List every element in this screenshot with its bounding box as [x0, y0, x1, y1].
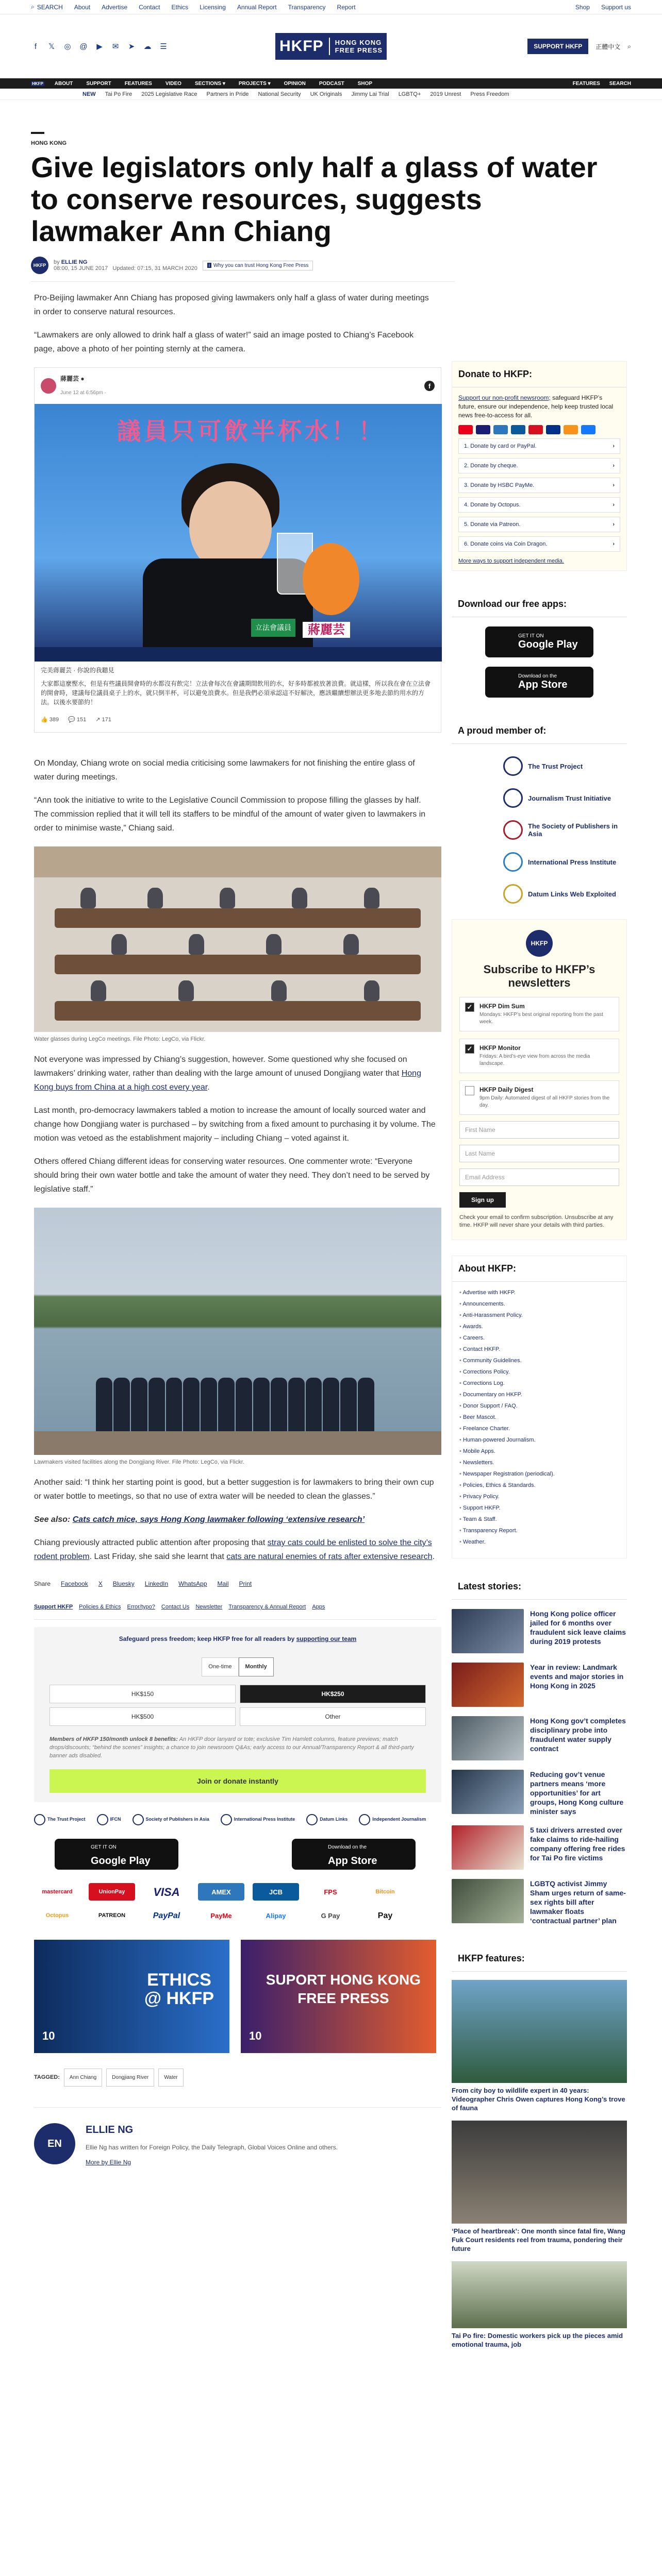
- last-name-field[interactable]: Last Name: [459, 1145, 619, 1162]
- paragraph: Chiang previously attracted public attention after proposing that stray cats could be enlisted to solve the city’s rodent problem. Last Friday, she said she learnt that cats are natural enemies of rats after extensive research.: [34, 1538, 435, 1561]
- inline-link[interactable]: stray cats could be enlisted to solve the city’s rodent problem: [34, 1538, 432, 1561]
- language-switch[interactable]: 正體中文: [595, 43, 621, 50]
- about-link[interactable]: • Documentary on HKFP.: [459, 1389, 619, 1400]
- threads-icon[interactable]: @: [79, 42, 88, 51]
- proud-member-box: [452, 718, 627, 904]
- hkfp-logo: HKFP: [526, 930, 553, 957]
- about-link[interactable]: • Corrections Policy.: [459, 1366, 619, 1378]
- nav-right-search[interactable]: SEARCH: [609, 80, 631, 87]
- trending-link[interactable]: Tai Po Fire: [105, 91, 133, 97]
- chevron-right-icon: ›: [613, 443, 615, 449]
- fb-page-name[interactable]: 蔣麗芸 ●: [60, 375, 85, 382]
- google-play-button[interactable]: GET IT ON Google Play: [55, 1839, 178, 1870]
- nav-about[interactable]: ABOUT: [54, 80, 73, 87]
- chevron-right-icon: ›: [613, 463, 615, 469]
- sidebar-heading: Download our free apps:: [452, 591, 627, 617]
- trending-link[interactable]: 2025 Legislative Race: [141, 91, 197, 97]
- about-link[interactable]: • Beer Mascot.: [459, 1412, 619, 1423]
- donate-option-patreon[interactable]: 5. Donate via Patreon. ›: [458, 517, 620, 532]
- about-link[interactable]: • Newspaper Registration (periodical).: [459, 1468, 619, 1480]
- promo-banners: [34, 1940, 436, 2053]
- photo-caption: Lawmakers visited facilities along the Dongjiang River. File Photo: LegCo, via Flickr.: [34, 1459, 244, 1465]
- published-date: 08:00, 15 JUNE 2017: [54, 265, 108, 272]
- alipay-icon[interactable]: Alipay: [266, 1911, 286, 1920]
- trending-link[interactable]: Press Freedom: [470, 91, 509, 97]
- freq-monthly[interactable]: Monthly: [239, 1657, 274, 1676]
- ifcn-logo[interactable]: IFCN: [97, 1812, 121, 1826]
- amount-option-other[interactable]: Other: [240, 1707, 426, 1726]
- more-ways-link[interactable]: More ways to support independent media.: [458, 558, 564, 564]
- feature-item[interactable]: From city boy to wildlife expert in 40 years: Videographer Chris Owen captures Hong Kong’s trove of fauna: [452, 1980, 627, 2112]
- checkbox-checked[interactable]: ✓: [465, 1003, 474, 1012]
- trending-link[interactable]: National Security: [258, 91, 301, 97]
- features-box: [452, 1946, 627, 2349]
- mascot-shape: [303, 543, 359, 615]
- about-link[interactable]: • Human-powered Journalism.: [459, 1434, 619, 1446]
- newsletter-option[interactable]: HKFP Daily Digest 9pm Daily: Automated digest of all HKFP stories from the day.: [459, 1080, 619, 1115]
- nav-video[interactable]: VIDEO: [165, 80, 181, 87]
- jcb-icon[interactable]: JCB: [253, 1883, 299, 1901]
- top-search-link[interactable]: ⌕ SEARCH: [31, 3, 63, 11]
- paypal-icon[interactable]: PayPal: [153, 1911, 180, 1920]
- about-link[interactable]: • Transparency Report.: [459, 1525, 619, 1536]
- trending-link[interactable]: LGBTQ+: [398, 91, 421, 97]
- story-thumbnail: [452, 1825, 524, 1870]
- inline-link[interactable]: Hong Kong buys from China at a high cost every year: [34, 1069, 421, 1092]
- figure-legco: [34, 846, 436, 1043]
- nav-shop[interactable]: SHOP: [357, 80, 373, 87]
- sidebar-app-store-button[interactable]: Download on the App Store: [485, 667, 593, 698]
- share-label: Share: [34, 1580, 51, 1587]
- search-icon: ⌕: [31, 3, 35, 10]
- author-avatar[interactable]: HKFP: [31, 257, 48, 274]
- support-promo[interactable]: SUPORT HONG KONG FREE PRESS 10: [241, 1940, 436, 2053]
- join-donate-button[interactable]: Join or donate instantly: [49, 1769, 426, 1793]
- app-store-button[interactable]: Download on the App Store: [292, 1839, 416, 1870]
- paragraph: Pro-Beijing lawmaker Ann Chiang has proposed giving lawmakers only half a glass of water during meetings in order to conserve natural resources.: [34, 294, 429, 316]
- donate-frequency: [34, 1657, 441, 1676]
- x-icon[interactable]: 𝕏: [48, 42, 55, 51]
- author-link[interactable]: ELLIE NG: [61, 259, 88, 265]
- newsletter-box: [452, 919, 627, 1240]
- octopus-icon[interactable]: Octopus: [45, 1912, 69, 1919]
- footer-link[interactable]: Contact Us: [161, 1604, 190, 1610]
- instagram-icon[interactable]: ◎: [64, 42, 71, 51]
- see-also-link[interactable]: Cats catch mice, says Hong Kong lawmaker following ‘extensive research’: [72, 1515, 365, 1524]
- ipi-logo[interactable]: International Press Institute: [503, 852, 627, 872]
- author-box-name[interactable]: ELLIE NG: [86, 2124, 134, 2136]
- datum-logo[interactable]: Datum Links: [306, 1812, 347, 1826]
- story-thumbnail: [452, 1609, 524, 1653]
- story-item[interactable]: Hong Kong police officer jailed for 6 months over fraudulent sick leave claims during 2019 protests: [452, 1609, 627, 1653]
- new-label: NEW: [82, 91, 96, 97]
- payme-icon[interactable]: PayMe: [210, 1911, 232, 1920]
- trending-link[interactable]: UK Originals: [310, 91, 342, 97]
- about-link[interactable]: • Freelance Charter.: [459, 1423, 619, 1434]
- sidebar-heading: HKFP features:: [452, 1946, 627, 1972]
- updated-date: Updated: 07:15, 31 MARCH 2020: [112, 265, 197, 272]
- story-item[interactable]: 5 taxi drivers arrested over fake claims to ride-hailing company offering free rides for Tai Po fire victims: [452, 1825, 627, 1870]
- about-link[interactable]: • Contact HKFP.: [459, 1344, 619, 1355]
- author-box-avatar[interactable]: EN: [34, 2123, 75, 2164]
- paragraph: Not everyone was impressed by Chiang’s suggestion, however. Some questioned why she focused on lawmakers’ drinking water, rather than dealing with the large amount of unused Dongjiang water that Hong Kong buys from China at a high cost every year.: [34, 1055, 421, 1092]
- about-link[interactable]: • Careers.: [459, 1332, 619, 1344]
- share-linkedin[interactable]: LinkedIn: [144, 1580, 169, 1587]
- card-logos: [458, 425, 620, 434]
- chevron-right-icon: ›: [613, 502, 615, 508]
- sidebar-heading: A proud member of:: [452, 718, 627, 744]
- rss-icon[interactable]: ☰: [160, 42, 167, 51]
- fps-icon[interactable]: FPS: [324, 1888, 337, 1896]
- donate-amounts: [49, 1685, 426, 1726]
- about-link[interactable]: • Weather.: [459, 1536, 619, 1548]
- chevron-right-icon: ›: [613, 521, 615, 528]
- share-x[interactable]: X: [98, 1580, 103, 1587]
- sidebar: [452, 361, 627, 2349]
- about-link[interactable]: • Anti-Harassment Policy.: [459, 1310, 619, 1321]
- donate-sidebar-box: Donate to HKFP: Support our non-profit newsroom; safeguard HKFP’s future, ensure our independence, help keep trusted local news free-to-access for all. 1. Donate by card or PayPal. › 2. Donate by cheque. › 3. Donate by HSBC PayMe. › 4. Donate by Octopus. › 5. Donate via Patreon. › 6. Donate coins via Coin Dragon. › More ways to support independent media.: [452, 361, 627, 571]
- newsletter-title: Subscribe to HKFP’s newsletters: [483, 963, 595, 989]
- support-hkfp-button[interactable]: SUPPORT HKFP: [527, 39, 588, 54]
- tag-link[interactable]: Water: [158, 2069, 183, 2087]
- signup-button[interactable]: Sign up: [459, 1192, 506, 1208]
- trending-link[interactable]: 2019 Unrest: [430, 91, 461, 97]
- story-item[interactable]: LGBTQ activist Jimmy Sham urges return of same-sex rights bill after lawmaker floats ‘contractual partner’ plan: [452, 1879, 627, 1925]
- kicker-rule: [31, 132, 44, 134]
- paragraph: “Ann took the initiative to write to the Legislative Council Commission to propose filling the glasses by half. The commission replied that it will tell its staffers to be mindful of the amount of water given to lawmakers in order to minimise waste,” Chiang said.: [34, 796, 426, 833]
- unionpay-icon[interactable]: UnionPay: [89, 1883, 135, 1901]
- top-shop-link[interactable]: Shop: [575, 3, 590, 11]
- patreon-icon[interactable]: PATREON: [98, 1912, 126, 1919]
- footer-link[interactable]: Transparency & Annual Report: [228, 1604, 306, 1610]
- share-print[interactable]: Print: [239, 1580, 252, 1587]
- donate-option-cheque[interactable]: 2. Donate by cheque. ›: [458, 458, 620, 473]
- article-title: Give legislators only half a glass of water to conserve resources, suggests lawmaker Ann Chiang: [31, 151, 598, 247]
- paragraph: On Monday, Chiang wrote on social media criticising some lawmakers for not finishing the entire glass of water during meetings.: [34, 759, 415, 782]
- sidebar-heading: Latest stories:: [452, 1574, 627, 1600]
- footer-link[interactable]: Apps: [312, 1604, 325, 1610]
- footer-link[interactable]: Support HKFP: [34, 1604, 73, 1610]
- chevron-right-icon: ›: [613, 541, 615, 547]
- legco-photo[interactable]: [34, 846, 441, 1032]
- nav-opinion[interactable]: OPINION: [284, 80, 306, 87]
- donate-widget: [34, 1627, 441, 1802]
- header-search-icon[interactable]: ⌕: [627, 42, 631, 50]
- footer-link[interactable]: Newsletter: [195, 1604, 223, 1610]
- story-thumbnail: [452, 1879, 524, 1923]
- nav-features[interactable]: FEATURES: [124, 80, 152, 87]
- article-body: [34, 291, 436, 2170]
- sidebar-google-play-button[interactable]: GET IT ON Google Play: [485, 626, 593, 657]
- inline-link[interactable]: cats are natural enemies of rats after extensive research: [226, 1552, 433, 1561]
- share-mail[interactable]: Mail: [217, 1580, 229, 1587]
- top-ethics-link[interactable]: Ethics: [171, 3, 189, 11]
- story-thumbnail: [452, 1663, 524, 1707]
- newsletter-option[interactable]: ✓ HKFP Dim Sum Mondays: HKFP’s best original reporting from the past week.: [459, 997, 619, 1031]
- trust-link[interactable]: i Why you can trust Hong Kong Free Press: [203, 261, 313, 270]
- more-by-author-link[interactable]: More by Ellie Ng: [86, 2159, 131, 2166]
- article-category[interactable]: HONG KONG: [31, 140, 67, 146]
- visa-icon[interactable]: VISA: [153, 1885, 180, 1899]
- site-header: [0, 14, 662, 78]
- author-bio: Ellie Ng has written for Foreign Policy, the Daily Telegraph, Global Voices Online and others.: [86, 2144, 338, 2151]
- donate-option-octopus[interactable]: 4. Donate by Octopus. ›: [458, 497, 620, 513]
- fb-time: June 12 at 6:56pm ·: [60, 390, 106, 396]
- about-link[interactable]: • Awards.: [459, 1321, 619, 1332]
- amex-icon[interactable]: AMEX: [198, 1883, 244, 1901]
- donate-option-payme[interactable]: 3. Donate by HSBC PayMe. ›: [458, 478, 620, 493]
- donate-headline-link[interactable]: supporting our team: [296, 1635, 357, 1642]
- nav-support[interactable]: SUPPORT: [86, 80, 111, 87]
- top-about-link[interactable]: About: [74, 3, 91, 11]
- independent-logo[interactable]: Independent Journalism: [359, 1812, 426, 1826]
- article-wrap: [0, 132, 662, 2348]
- fb-banner-text: 議員只可飲半杯水！！: [117, 418, 385, 445]
- figure-dongjiang: [34, 1208, 436, 1466]
- chevron-right-icon: ›: [613, 482, 615, 488]
- about-link[interactable]: • Mobile Apps.: [459, 1446, 619, 1457]
- google-pay-icon[interactable]: G Pay: [321, 1911, 340, 1920]
- ipi-logo[interactable]: International Press Institute: [221, 1812, 295, 1826]
- mastercard-icon[interactable]: mastercard: [42, 1888, 73, 1895]
- ethics-promo[interactable]: ETHICS @ HKFP 10: [34, 1940, 229, 2053]
- nav-right-features[interactable]: FEATURES: [572, 80, 600, 87]
- footer-link[interactable]: Error/typo?: [127, 1604, 155, 1610]
- sidebar-heading: Donate to HKFP:: [452, 362, 626, 387]
- share-whatsapp[interactable]: WhatsApp: [178, 1580, 207, 1587]
- trending-link[interactable]: Jimmy Lai Trial: [351, 91, 389, 97]
- share-bluesky[interactable]: Bluesky: [112, 1580, 135, 1587]
- article-footer-links: [34, 1600, 436, 1620]
- story-item[interactable]: Year in review: Landmark events and major stories in Hong Kong in 2025: [452, 1663, 627, 1707]
- story-item[interactable]: Hong Kong gov’t completes disciplinary probe into fraudulent water supply contract: [452, 1716, 627, 1760]
- feature-image: [452, 1980, 627, 2083]
- top-utility-bar: [0, 0, 662, 14]
- share-facebook[interactable]: Facebook: [61, 1580, 88, 1587]
- about-link[interactable]: • Team & Staff.: [459, 1514, 619, 1525]
- top-contact-link[interactable]: Contact: [139, 3, 160, 11]
- bluesky-icon[interactable]: ☁: [143, 42, 152, 51]
- checkbox-unchecked[interactable]: [465, 1086, 474, 1095]
- donate-option-coins[interactable]: 6. Donate coins via Coin Dragon. ›: [458, 536, 620, 552]
- nav-podcast[interactable]: PODCAST: [319, 80, 344, 87]
- checkbox-checked[interactable]: ✓: [465, 1044, 474, 1054]
- membership-logos: [34, 1812, 441, 1826]
- feature-image: [452, 2261, 627, 2328]
- latest-stories: [452, 1574, 627, 1925]
- share-bar: [34, 1577, 436, 1591]
- newsletter-note: Check your email to confirm subscription. Unsubscribe at any time. HKFP will never share your details with third parties.: [459, 1214, 614, 1228]
- telegram-icon[interactable]: ➤: [128, 42, 135, 51]
- trust-project-logo[interactable]: The Trust Project: [34, 1812, 86, 1826]
- top-licensing-link[interactable]: Licensing: [200, 3, 226, 11]
- about-link[interactable]: • Announcements.: [459, 1298, 619, 1310]
- sopa-logo[interactable]: Society of Publishers in Asia: [133, 1812, 209, 1826]
- apple-pay-icon[interactable]: Pay: [377, 1911, 393, 1920]
- amount-option[interactable]: HK$500: [49, 1707, 236, 1726]
- dongjiang-photo[interactable]: [34, 1208, 441, 1455]
- story-thumbnail: [452, 1716, 524, 1760]
- fb-avatar: [41, 378, 56, 394]
- top-transparency-link[interactable]: Transparency: [288, 3, 326, 11]
- bitcoin-icon[interactable]: Bitcoin: [375, 1888, 395, 1895]
- paragraph: Last month, pro-democracy lawmakers tabled a motion to increase the amount of locally sourced water and change how Dongjiang water is purchased – by switching from a fixed amount to purchasing it by volume. The motion was vetoed as the establishment majority – including Chiang – voted against it.: [34, 1106, 436, 1143]
- amount-option[interactable]: HK$150: [49, 1685, 236, 1703]
- trending-bar: [0, 89, 662, 100]
- top-annual-report-link[interactable]: Annual Report: [237, 3, 277, 11]
- apps-sidebar-box: [452, 591, 627, 698]
- app-store-buttons: [55, 1839, 416, 1870]
- tag-link[interactable]: Ann Chiang: [64, 2069, 102, 2087]
- facebook-embed[interactable]: 蔣麗芸 ● June 12 at 6:56pm · f 議員只可飲半杯水！！ 立法會議員 蔣麗芸 完美蔣麗芸 · 你說的我聽見 大家都這麼慳水，但是有些議員開會時的水都沒有飲完！立法會每次在會議期間飲用的水，好多時都被放著浪費。就這樣，所以我在會在立法會的開會時，建議每位議員桌子上的水，就只倒半杯，可以避免浪費水。但是我們必須承認這不好解決，應該繼續想辦法更多地去節約用水的方法。以後水要節約！ 👍 389 💬 151 ↗ 171: [34, 367, 441, 733]
- support-newsroom-link[interactable]: Support our non-profit newsroom;: [458, 394, 551, 401]
- about-link[interactable]: • Policies, Ethics & Standards.: [459, 1480, 619, 1491]
- paragraph: “Lawmakers are only allowed to drink half a glass of water!” said an image posted to Chiang’s Facebook page, above a photo of her pointing sternly at the camera.: [34, 331, 414, 353]
- story-item[interactable]: Reducing gov’t venue partners means ‘more opportunities’ for art groups, Hong Kong culture minister says: [452, 1770, 627, 1816]
- article-tags: TAGGED: Ann Chiang Dongjiang River Water: [34, 2069, 436, 2087]
- fb-stats: 👍 389 💬 151 ↗ 171: [41, 717, 111, 723]
- email-field[interactable]: Email Address: [459, 1168, 619, 1186]
- trust-project-logo[interactable]: The Trust Project: [503, 756, 627, 776]
- sidebar-heading: About HKFP:: [452, 1256, 626, 1282]
- nav-sections[interactable]: SECTIONS ▾: [194, 80, 225, 87]
- amount-option-selected[interactable]: HK$250: [240, 1685, 426, 1703]
- story-thumbnail: [452, 1770, 524, 1814]
- paragraph: Another said: “I think her starting point is good, but a better suggestion is for lawmakers to bring their own cup or water bottle to meetings, so that no use of extra water will be needed to clean the glasses.”: [34, 1478, 434, 1501]
- author-box: [34, 2107, 441, 2170]
- email-icon[interactable]: ✉: [112, 42, 119, 51]
- datum-logo[interactable]: Datum Links Web Exploited: [503, 884, 627, 904]
- freq-one-time[interactable]: One-time: [202, 1657, 238, 1676]
- payment-methods: [34, 1883, 441, 1924]
- paragraph: Others offered Chiang different ideas for conserving water resources. One commenter wrote: “Everyone should bring their own water bottle and take the amount of water they need. They don’t need to be served by legislative staff.”: [34, 1157, 430, 1194]
- about-link[interactable]: • Corrections Log.: [459, 1378, 619, 1389]
- social-links: [31, 42, 168, 51]
- main-nav: [0, 78, 662, 89]
- byline: HKFP by ELLIE NG 08:00, 15 JUNE 2017 Updated: 07:15, 31 MARCH 2020 i Why you can trust Hong Kong Free Press: [31, 257, 455, 282]
- feature-item[interactable]: ‘Place of heartbreak’: One month since fatal fire, Wang Fuk Court residents reel from trauma, pondering their future: [452, 2121, 627, 2253]
- fb-post-image: 議員只可飲半杯水！！ 立法會議員 蔣麗芸: [35, 404, 442, 662]
- sopa-logo[interactable]: The Society of Publishers in Asia: [503, 820, 627, 840]
- about-link[interactable]: • Donor Support / FAQ.: [459, 1400, 619, 1412]
- photo-caption: Water glasses during LegCo meetings. File Photo: LegCo, via Flickr.: [34, 1036, 206, 1042]
- site-logo[interactable]: HKFP HONG KONG FREE PRESS: [275, 33, 387, 60]
- about-link[interactable]: • Newsletters.: [459, 1457, 619, 1468]
- tag-link[interactable]: Dongjiang River: [106, 2069, 154, 2087]
- about-link[interactable]: • Community Guidelines.: [459, 1355, 619, 1366]
- trust-icon: i: [207, 263, 211, 268]
- about-link[interactable]: • Support HKFP.: [459, 1502, 619, 1514]
- nav-projects[interactable]: PROJECTS ▾: [238, 80, 271, 87]
- facebook-icon[interactable]: f: [424, 381, 435, 391]
- about-box: [452, 1256, 627, 1558]
- top-advertise-link[interactable]: Advertise: [102, 3, 128, 11]
- youtube-icon[interactable]: ▶: [96, 42, 103, 51]
- nav-home[interactable]: HKFP: [32, 81, 43, 86]
- about-link[interactable]: • Advertise with HKFP.: [459, 1287, 619, 1298]
- footer-link[interactable]: Policies & Ethics: [79, 1604, 121, 1610]
- trending-link[interactable]: Partners in Pride: [206, 91, 249, 97]
- donate-option-card[interactable]: 1. Donate by card or PayPal. ›: [458, 438, 620, 454]
- donate-headline: Safeguard press freedom; keep HKFP free for all readers by supporting our team: [119, 1635, 357, 1642]
- feature-image: [452, 2121, 627, 2224]
- jti-logo[interactable]: Journalism Trust Initiative: [503, 788, 627, 808]
- about-link[interactable]: • Privacy Policy.: [459, 1491, 619, 1502]
- feature-item[interactable]: Tai Po fire: Domestic workers pick up the pieces amid emotional trauma, job: [452, 2261, 627, 2349]
- top-support-link[interactable]: Support us: [601, 3, 631, 11]
- newsletter-option[interactable]: ✓ HKFP Monitor Fridays: A bird’s-eye view from across the media landscape.: [459, 1039, 619, 1073]
- first-name-field[interactable]: First Name: [459, 1121, 619, 1139]
- member-benefits: Members of HKFP 150/month unlock 8 benefits: An HKFP door lanyard or tote; exclusive Tim Hamlett columns, feature previews; match drops/discounts; “behind the scenes” insights; a chance to join newsroom Q&As; early access to our Annual/Transparency Report & all third-party banner ads disabled.: [49, 1736, 414, 1759]
- facebook-icon[interactable]: f: [34, 42, 37, 51]
- see-also: See also: Cats catch mice, says Hong Kong lawmaker following ‘extensive research’: [34, 1515, 365, 1524]
- top-report-link[interactable]: Report: [337, 3, 356, 11]
